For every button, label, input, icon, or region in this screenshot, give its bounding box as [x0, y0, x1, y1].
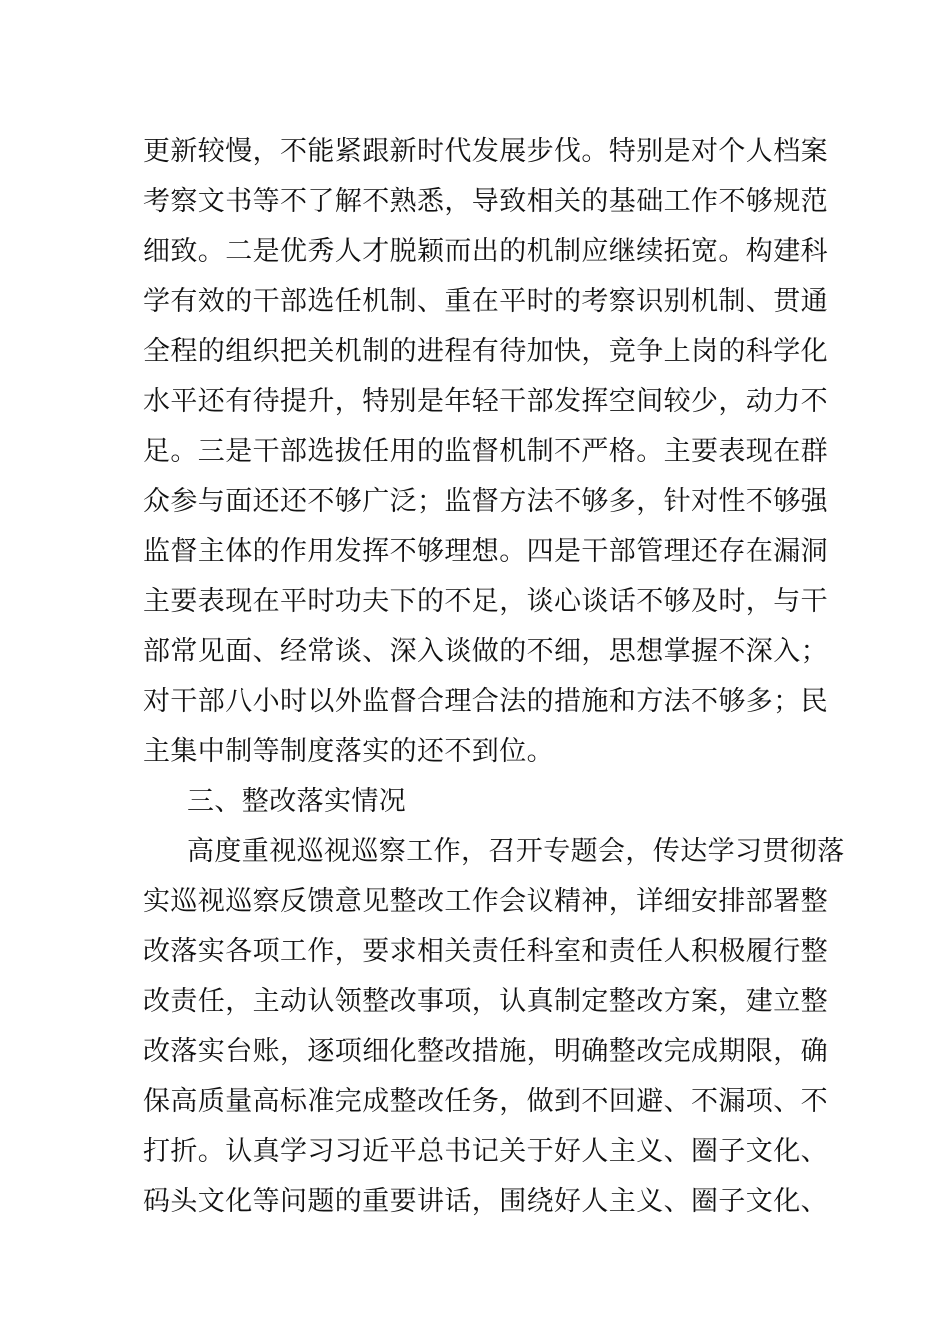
text-line: 主要表现在平时功夫下的不足，谈心谈话不够及时，与干	[143, 586, 828, 617]
text-line: 学有效的干部选任机制、重在平时的考察识别机制、贯通	[143, 286, 828, 317]
text-line: 打折。认真学习习近平总书记关于好人主义、圈子文化、	[143, 1136, 828, 1167]
text-line: 主集中制等制度落实的还不到位。	[143, 736, 554, 767]
text-line: 码头文化等问题的重要讲话，围绕好人主义、圈子文化、	[143, 1186, 828, 1217]
text-line: 足。三是干部选拔任用的监督机制不严格。主要表现在群	[143, 436, 828, 467]
text-line: 改落实台账，逐项细化整改措施，明确整改完成期限，确	[143, 1036, 828, 1067]
text-line: 监督主体的作用发挥不够理想。四是干部管理还存在漏洞	[143, 536, 828, 567]
paragraph-first-line: 高度重视巡视巡察工作，召开专题会，传达学习贯彻落	[187, 836, 845, 867]
text-line: 众参与面还还不够广泛；监督方法不够多，针对性不够强	[143, 486, 828, 517]
text-line: 水平还有待提升，特别是年轻干部发挥空间较少，动力不	[143, 386, 828, 417]
text-line: 保高质量高标准完成整改任务，做到不回避、不漏项、不	[143, 1086, 828, 1117]
section-heading: 三、整改落实情况	[187, 786, 407, 817]
text-line: 对干部八小时以外监督合理合法的措施和方法不够多；民	[143, 686, 828, 717]
text-line: 细致。二是优秀人才脱颖而出的机制应继续拓宽。构建科	[143, 236, 828, 267]
text-line: 考察文书等不了解不熟悉，导致相关的基础工作不够规范	[143, 186, 828, 217]
text-line: 部常见面、经常谈、深入谈做的不细，思想掌握不深入；	[143, 636, 828, 667]
text-line: 实巡视巡察反馈意见整改工作会议精神，详细安排部署整	[143, 886, 828, 917]
text-line: 改责任，主动认领整改事项，认真制定整改方案，建立整	[143, 986, 828, 1017]
text-line: 全程的组织把关机制的进程有待加快，竞争上岗的科学化	[143, 336, 828, 367]
text-line: 更新较慢，不能紧跟新时代发展步伐。特别是对个人档案	[143, 136, 828, 167]
text-line: 改落实各项工作，要求相关责任科室和责任人积极履行整	[143, 936, 828, 967]
